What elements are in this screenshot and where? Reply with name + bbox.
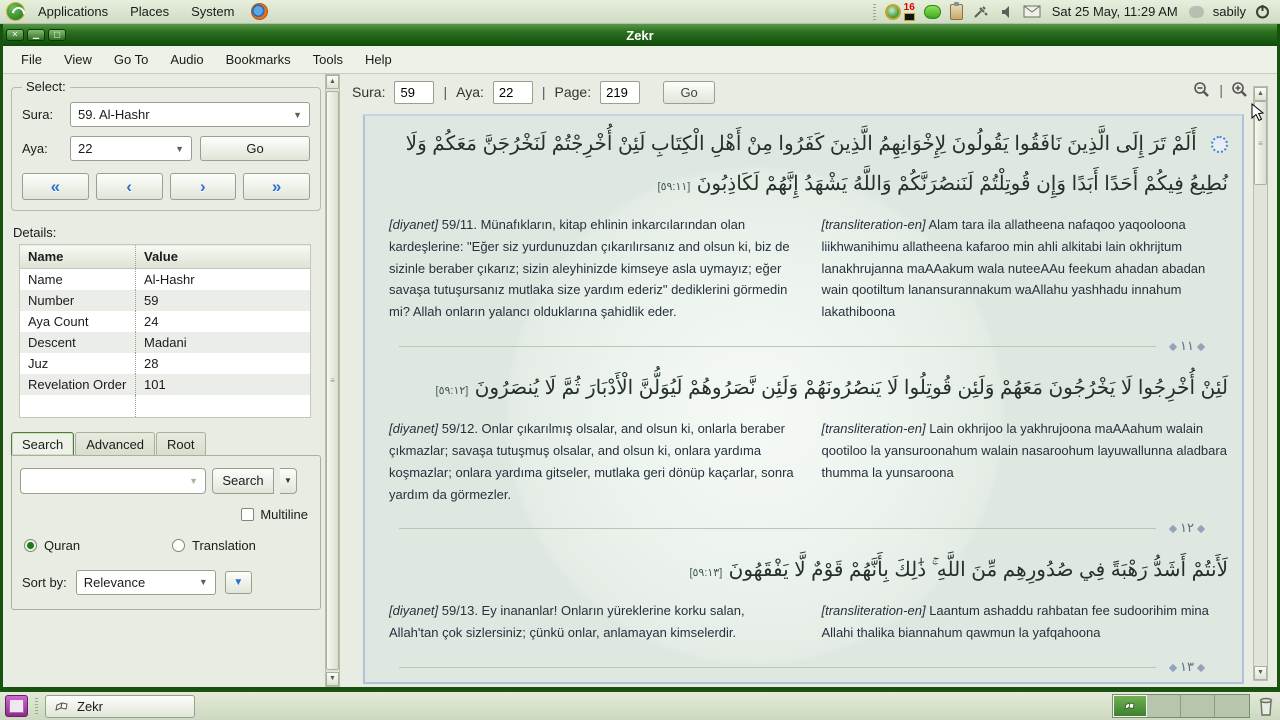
book-icon — [1124, 701, 1136, 711]
sort-select[interactable] — [76, 570, 216, 595]
nav-page-label: Page: — [554, 84, 592, 100]
sidebar — [3, 74, 325, 687]
translation-text: Laantum ashaddu rahbatan fee sudoorihim mina Allahi thalika biannahum qawmun la yafqahoona — [821, 603, 1209, 641]
scroll-up-icon[interactable]: ▲ — [1254, 87, 1267, 101]
power-icon[interactable] — [1255, 4, 1270, 19]
maximize-icon[interactable]: ▢ — [48, 29, 66, 41]
network-globe-icon[interactable] — [885, 4, 901, 20]
quran-radio-label: Quran — [44, 537, 81, 553]
ornament-diamond-icon — [1169, 525, 1177, 533]
translation-transliteration[interactable] — [822, 418, 1229, 505]
translation-radio-label: Translation — [192, 537, 256, 553]
detail-value: Madani — [136, 332, 311, 353]
chevron-down-icon: ▼ — [198, 577, 208, 587]
aya-number-marker: ١٣ — [1180, 660, 1194, 676]
user-menu[interactable]: sabily — [1212, 4, 1246, 19]
show-desktop-button[interactable] — [5, 695, 28, 717]
menu-places[interactable]: Places — [130, 4, 170, 19]
sura-select-value: 59. Al-Hashr — [78, 107, 150, 122]
next-aya-button[interactable]: › — [170, 173, 237, 200]
translation-diyanet[interactable] — [389, 214, 796, 323]
translation-transliteration[interactable] — [822, 214, 1229, 323]
scroll-up-icon[interactable]: ▲ — [326, 75, 339, 89]
content-area — [340, 74, 1277, 687]
nav-separator: | — [541, 84, 546, 100]
aya-ref: [٥٩:١٣] — [689, 567, 723, 580]
mail-icon[interactable] — [1023, 5, 1041, 18]
content-nav — [340, 74, 1277, 110]
content-scrollbar[interactable] — [1253, 86, 1268, 681]
workspace-switcher — [1112, 694, 1250, 718]
aya-select-value: 22 — [78, 141, 93, 156]
aya-label: Aya: — [22, 141, 48, 156]
translation-tag: [diyanet] — [389, 217, 439, 232]
menu-view[interactable]: View — [63, 52, 92, 67]
translation-tag: [diyanet] — [389, 603, 439, 619]
translation-text: 59/13. Ey inananlar! Onların yüreklerine korku salan, Allah'tan çok sizlersiniz; çünkü onlar, anlamayan kimselerdir. — [389, 603, 745, 641]
search-options-arrow[interactable]: ▼ — [280, 468, 297, 494]
nav-sura-input[interactable] — [394, 81, 434, 104]
search-tabs — [11, 432, 321, 455]
nav-aya-label: Aya: — [456, 84, 484, 100]
ornament-diamond-icon — [1197, 342, 1205, 350]
aya-ref: [٥٩:١١] — [657, 181, 691, 193]
sort-by-label: Sort by: — [22, 574, 67, 590]
details-table — [19, 244, 311, 418]
detail-key: Descent — [20, 332, 136, 353]
table-row[interactable] — [20, 269, 311, 291]
clipboard-icon[interactable] — [950, 4, 963, 20]
table-row[interactable] — [20, 353, 311, 374]
ornament-diamond-icon — [1169, 342, 1177, 350]
aya-number-marker: ١١ — [1180, 339, 1194, 355]
scrollbar-thumb[interactable]: ≡ — [1254, 101, 1267, 185]
taskbar-grip[interactable] — [35, 698, 38, 714]
detail-value: Al-Hashr — [144, 272, 195, 287]
tab-search[interactable]: Search — [11, 432, 74, 455]
quran-viewer[interactable] — [363, 114, 1244, 684]
zekr-window — [0, 24, 1280, 690]
workspace-3[interactable] — [1181, 695, 1215, 717]
sort-direction-button[interactable]: ▼ — [225, 571, 252, 594]
menu-bookmarks[interactable]: Bookmarks — [225, 52, 291, 67]
menu-audio[interactable]: Audio — [170, 52, 204, 67]
details-legend: Details: — [13, 225, 57, 240]
book-icon — [54, 700, 70, 713]
table-row[interactable] — [20, 290, 311, 311]
panel-grip[interactable] — [873, 4, 876, 20]
detail-key: Aya Count — [20, 311, 136, 332]
details-col-name[interactable]: Name — [20, 245, 136, 269]
sura-label: Sura: — [22, 107, 54, 122]
chevron-down-icon: ▼ — [293, 109, 302, 120]
sidebar-scrollbar[interactable] — [325, 74, 340, 687]
aya-arabic[interactable] — [377, 366, 1232, 408]
chat-bubble-icon[interactable] — [924, 5, 941, 19]
translation-tag: [diyanet] — [389, 421, 439, 437]
translation-tag: [transliteration-en] — [821, 217, 926, 232]
table-row[interactable] — [20, 311, 311, 332]
translation-text: 59/11. Münafıkların, kitap ehlinin inkarcılarından olan kardeşlerine: "Eğer siz yurdunuzdan çıkarılırsanız and olsun ki, biz de sizinle beraber çıkarız; sizin aleyhinizde kimseye asla uymayız; eğer savaşa tutuşursanız mutlaka size yardım ederiz" dediklerini görmedin mi? Allah onların yalancı olduklarına şahidlik eder. — [389, 217, 790, 320]
next-sura-button[interactable]: » — [243, 173, 310, 200]
prev-aya-button[interactable]: ‹ — [96, 173, 163, 200]
workspace-1[interactable] — [1113, 695, 1147, 717]
menubar — [3, 46, 1277, 74]
translation-diyanet[interactable] — [389, 600, 796, 644]
nav-separator: | — [443, 84, 448, 100]
search-input[interactable] — [20, 468, 206, 494]
top-panel — [0, 0, 1280, 24]
taskbar-window-label: Zekr — [77, 698, 103, 714]
minimize-icon[interactable]: ▁ — [27, 29, 45, 41]
ornament-diamond-icon — [1197, 525, 1205, 533]
translation-tag: [transliteration-en] — [821, 421, 926, 437]
scroll-down-icon[interactable]: ▼ — [1254, 666, 1267, 680]
quran-radio[interactable] — [24, 539, 37, 552]
aya-separator — [399, 339, 1204, 354]
update-count: 16 — [903, 1, 915, 13]
chevron-down-icon: ▼ — [189, 475, 198, 486]
firefox-launcher-icon[interactable] — [251, 3, 268, 20]
prev-sura-button[interactable]: « — [22, 173, 89, 200]
titlebar[interactable] — [3, 24, 1277, 46]
detail-key: Revelation Order — [20, 374, 136, 395]
sort-select-value: Relevance — [83, 574, 146, 590]
menu-goto[interactable]: Go To — [113, 52, 149, 67]
multiline-label: Multiline — [260, 506, 308, 522]
keyboard-indicator-icon — [904, 13, 915, 21]
chevron-down-icon: ▼ — [175, 143, 184, 154]
menu-applications[interactable]: Applications — [38, 4, 109, 19]
translation-text: Alam tara ila allatheena nafaqoo yaqooloona liikhwanihimu allatheena kafaroo min ahli alkitabi lain okhrijtum lanakhrujanna maAAakum wala nuteeAAu feekum ahadan abadan wain qootiltum lanansurannakum waAllahu yashhadu innahum lakathiboona — [821, 217, 1206, 320]
zoom-out-icon[interactable] — [1193, 81, 1211, 99]
detail-value: 101 — [136, 374, 311, 395]
go-button[interactable]: Go — [200, 136, 310, 161]
table-row[interactable] — [20, 374, 311, 395]
select-legend: Select: — [22, 79, 70, 94]
zoom-in-icon[interactable] — [1231, 81, 1249, 99]
user-status-icon[interactable] — [1189, 6, 1204, 18]
translation-radio[interactable] — [172, 539, 185, 552]
zoom-divider: | — [1219, 82, 1223, 98]
select-group — [11, 79, 321, 211]
detail-value: 59 — [136, 290, 311, 311]
workspace-4[interactable] — [1215, 695, 1249, 717]
aya-separator — [399, 521, 1204, 536]
nav-aya-input[interactable] — [493, 81, 533, 104]
aya-separator — [399, 660, 1204, 675]
menu-file[interactable]: File — [21, 52, 42, 67]
detail-value: 24 — [144, 314, 159, 329]
detail-key: Number — [20, 290, 136, 311]
nav-sura-label: Sura: — [352, 84, 386, 100]
translation-diyanet[interactable] — [389, 418, 796, 505]
workspace-2[interactable] — [1147, 695, 1181, 717]
menu-tools[interactable]: Tools — [312, 52, 343, 67]
aya-arabic[interactable] — [377, 548, 1232, 590]
taskbar — [0, 690, 1280, 720]
aya-text: أَلَمْ تَرَ إِلَى الَّذِينَ نَافَقُوا يَقُولُونَ لِإِخْوَانِهِمُ الَّذِينَ كَفَرُوا مِنْ أَهْلِ الْكِتَابِ لَئِنْ أُخْرِجْتُمْ لَنَخْرُجَنَّ مَعَكُمْ وَلَا نُطِيعُ فِيكُمْ أَحَدًا أَبَدًا وَإِن قُوتِلْتُمْ لَنَنصُرَنَّكُمْ وَاللَّهُ يَشْهَدُ إِنَّهُمْ لَكَاذِبُونَ — [405, 133, 1228, 195]
table-row[interactable] — [20, 332, 311, 353]
connector-icon[interactable] — [972, 4, 992, 20]
details-col-value[interactable]: Value — [136, 245, 311, 269]
taskbar-window-button[interactable] — [45, 695, 195, 718]
aya-select[interactable] — [70, 136, 192, 161]
search-button[interactable]: Search — [212, 468, 274, 494]
detail-key: Name — [20, 269, 136, 291]
nav-go-button[interactable]: Go — [663, 81, 715, 104]
aya-text: لَأَنتُمْ أَشَدُّ رَهْبَةً فِي صُدُورِهِم مِّنَ اللَّهِ ۚ ذَٰلِكَ بِأَنَّهُمْ قَوْمٌ لَّا يَفْقَهُونَ — [728, 559, 1228, 582]
trash-icon[interactable] — [1257, 695, 1275, 717]
search-panel — [11, 455, 321, 610]
nav-page-input[interactable] — [600, 81, 640, 104]
multiline-checkbox[interactable] — [241, 508, 254, 521]
menu-help[interactable]: Help — [365, 52, 392, 67]
hizb-ornament-icon — [1211, 136, 1228, 153]
sabily-logo-icon[interactable] — [6, 2, 25, 21]
detail-key: Juz — [20, 353, 136, 374]
update-badge[interactable] — [904, 3, 915, 21]
translation-transliteration[interactable] — [822, 600, 1229, 644]
menu-system[interactable]: System — [191, 4, 235, 19]
mouse-cursor — [1250, 103, 1266, 123]
clock[interactable]: Sat 25 May, 11:29 AM — [1051, 4, 1178, 19]
translation-text: Lain okhrijoo la yakhrujoona maAAahum walain qootiloo la yansuroonahum walain nasaroohum layuwallunna aladbara thumma la yunsaroona — [821, 421, 1227, 480]
tab-root[interactable]: Root — [156, 432, 205, 455]
aya-arabic[interactable] — [377, 122, 1232, 204]
close-icon[interactable]: ✕ — [6, 29, 24, 41]
ornament-diamond-icon — [1169, 663, 1177, 671]
detail-value: 28 — [144, 356, 159, 371]
ornament-diamond-icon — [1197, 663, 1205, 671]
scrollbar-thumb[interactable]: ≡ — [326, 91, 339, 670]
translation-text: 59/12. Onlar çıkarılmış olsalar, and olsun ki, onlarla beraber çıkmazlar; savaşa tutuşmuş olsalar, and olsun ki, onlara yardıma koşmazlar; onlara yardıma gitseler, mutlaka geri dönüp kaçarlar, sonra yardım da görmezler. — [389, 421, 794, 502]
aya-ref: [٥٩:١٢] — [435, 385, 469, 398]
aya-number-marker: ١٢ — [1180, 521, 1194, 537]
tab-advanced[interactable]: Advanced — [75, 432, 155, 455]
window-title: Zekr — [626, 27, 654, 43]
scroll-down-icon[interactable]: ▼ — [326, 672, 339, 686]
volume-icon[interactable] — [1001, 5, 1014, 19]
aya-text: لَئِنْ أُخْرِجُوا لَا يَخْرُجُونَ مَعَهُمْ وَلَئِن قُوتِلُوا لَا يَنصُرُونَهُمْ وَلَئِن نَّصَرُوهُمْ لَيُوَلُّنَّ الْأَدْبَارَ ثُمَّ لَا يُنصَرُونَ — [474, 377, 1228, 400]
sura-select[interactable] — [70, 102, 310, 127]
translation-tag: [transliteration-en] — [821, 603, 926, 619]
